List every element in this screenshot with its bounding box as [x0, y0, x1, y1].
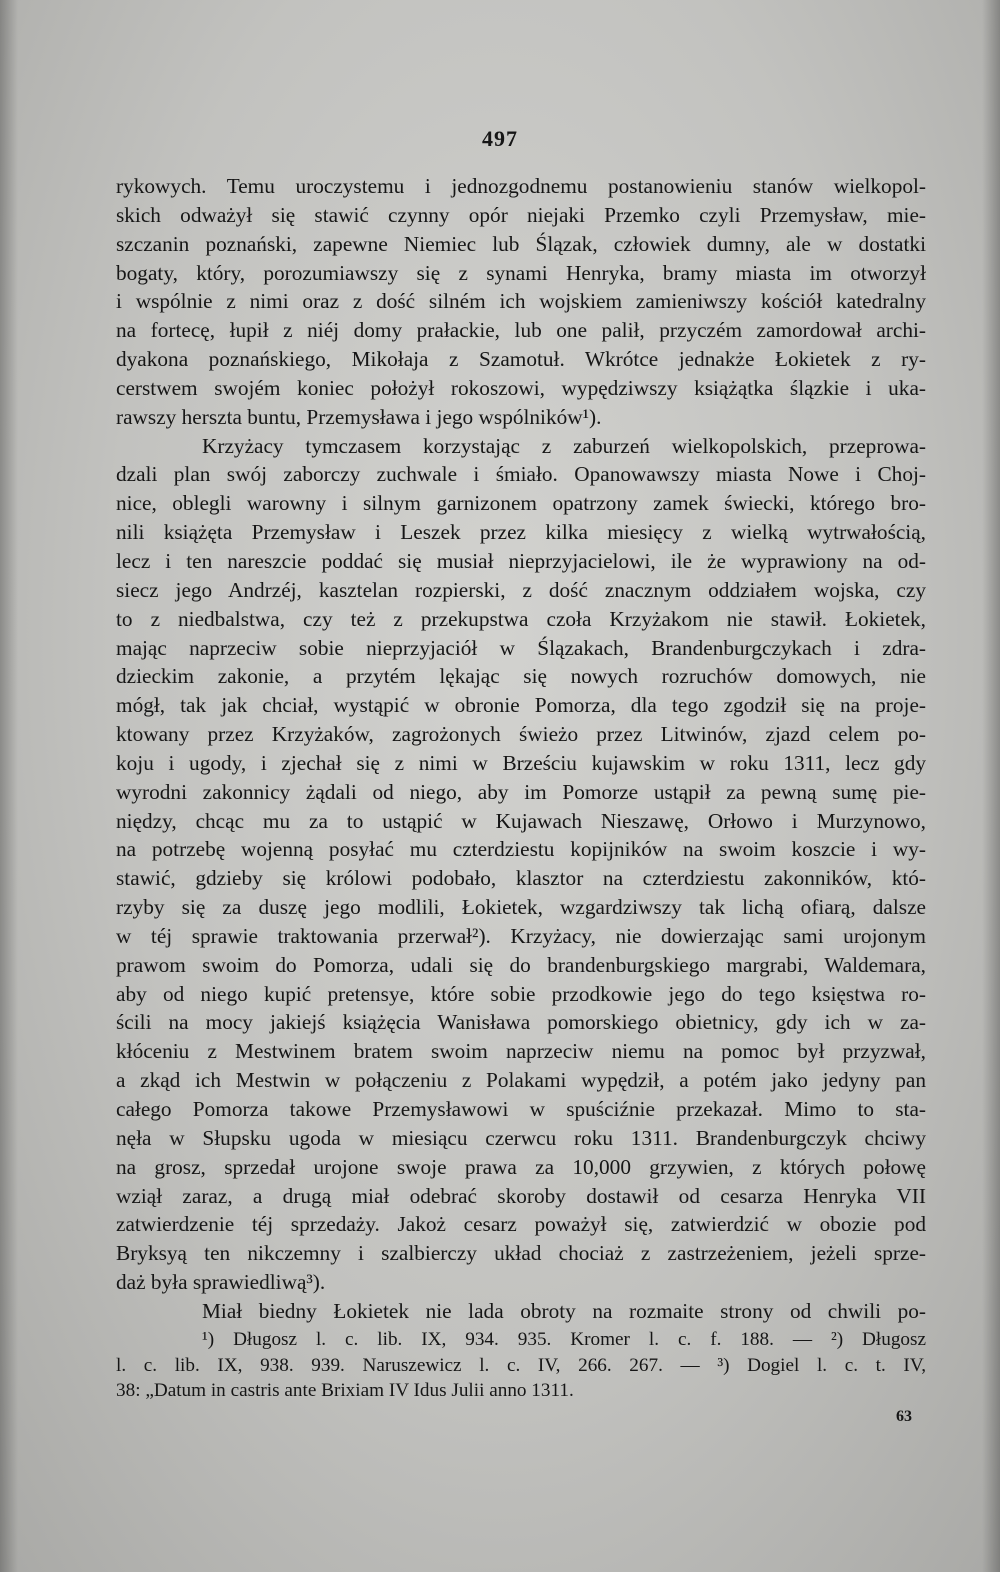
- text-line: rykowych. Temu uroczystemu i jednozgodnemu postanowieniu stanów wielkopol-: [116, 174, 926, 198]
- text-line: daż była sprawiedliwą³).: [116, 1270, 326, 1295]
- text-line: aby od niego kupić pretensye, które sobie przodkowie jego do tego księstwa ro-: [116, 981, 926, 1006]
- paragraph-first-line: Krzyżacy tymczasem korzystając z zaburzeń wielkopolskich, przeprowa-: [202, 433, 926, 458]
- text-line: a zkąd ich Mestwin w połączeniu z Polakami wypędził, a potém jako jedyny pan: [116, 1068, 926, 1093]
- text-line: dyakona poznańskiego, Mikołaja z Szamotuł. Wkrótce jednakże Łokietek z ry-: [116, 347, 926, 372]
- text-line: ścili na mocy jakiejś książęcia Wanisława pomorskiego obietnicy, gdy ich w za-: [116, 1010, 926, 1035]
- text-line: na fortecę, łupił z niéj domy prałackie, lub one palił, przyczém zamordował archi-: [116, 318, 926, 343]
- text-line: stawić, gdzieby się królowi podobało, klasztor na czterdziestu zakonników, któ-: [116, 866, 926, 891]
- footnotes: [116, 1327, 926, 1404]
- text-line: szczanin poznański, zapewne Niemiec lub Ślązak, człowiek dumny, ale w dostatki: [116, 231, 926, 256]
- text-line: siecz jego Andrzéj, kasztelan rozpierski, z dość znacznym oddziałem wojska, czy: [116, 577, 926, 602]
- text-line: całego Pomorza takowe Przemysławowi w spuściźnie przekazał. Mimo to sta-: [116, 1097, 926, 1121]
- page-edge-shadow-right: [982, 0, 1000, 1572]
- body-text: [116, 172, 926, 1326]
- text-line: Bryksyą ten nikczemny i szalbierczy układ chociaż z zastrzeżeniem, jeżeli sprze-: [116, 1241, 926, 1266]
- text-line: dzieckim zakonie, a przytém lękając się nowych rozruchów domowych, nie: [116, 664, 926, 689]
- footnote-line: l. c. lib. IX, 938. 939. Naruszewicz l. c. IV, 266. 267. — ³) Dogiel l. c. t. IV,: [116, 1354, 926, 1376]
- text-line: ktowany przez Krzyżaków, zagrożonych świeżo przez Litwinów, zjazd celem po-: [116, 722, 926, 747]
- text-line: lecz i ten nareszcie poddać się musiał nieprzyjacielowi, ile że wyprawiony na od-: [116, 548, 926, 573]
- text-line: dzali plan swój zaborczy zuchwale i śmiało. Opanowawszy miasta Nowe i Choj-: [116, 462, 926, 487]
- paragraph-first-line: Miał biedny Łokietek nie lada obroty na rozmaite strony od chwili po-: [202, 1298, 926, 1323]
- text-line: to z niedbalstwa, czy też z przekupstwa czoła Krzyżakom nie stawił. Łokietek,: [116, 606, 926, 631]
- text-line: kłóceniu z Mestwinem bratem swoim naprzeciw niemu na pomoc był przyzwał,: [116, 1039, 926, 1064]
- printer-signature-mark: 63: [896, 1408, 912, 1425]
- text-line: wyrodni zakonnicy żądali od niego, aby im Pomorze ustąpił za pewną sumę pie-: [116, 779, 926, 804]
- text-line: wziął zaraz, a drugą miał odebrać skoroby dostawił od cesarza Henryka VII: [116, 1183, 926, 1208]
- text-line: niędzy, chcąc mu za to ustąpić w Kujawach Nieszawę, Orłowo i Murzynowo,: [116, 808, 926, 833]
- text-line: i wspólnie z nimi oraz z dość silném ich wojskiem zamieniwszy kościół katedralny: [116, 289, 926, 314]
- page-edge-shadow-left: [0, 0, 18, 1572]
- footnote-line: ¹) Długosz l. c. lib. IX, 934. 935. Kromer l. c. f. 188. — ²) Długosz: [202, 1329, 926, 1350]
- text-line: nice, oblegli warowny i silnym garnizonem opatrzony zamek świecki, którego bro-: [116, 491, 926, 516]
- text-line: mając naprzeciw sobie nieprzyjaciół w Ślązakach, Brandenburgczykach i zdra-: [116, 635, 926, 660]
- page-number: 497: [482, 126, 518, 151]
- text-line: skich odważył się stawić czynny opór niejaki Przemko czyli Przemysław, mie-: [116, 202, 926, 227]
- text-line: na potrzebę wojenną posyłać mu czterdziestu kopijników na swoim koszcie i wy-: [116, 837, 926, 862]
- footnote-line: 38: „Datum in castris ante Brixiam IV Idus Julii anno 1311.: [116, 1380, 574, 1401]
- text-line: prawom swoim do Pomorza, udali się do brandenburgskiego margrabi, Waldemara,: [116, 952, 926, 977]
- text-line: zatwierdzenie téj sprzedaży. Jakoż cesarz poważył się, zatwierdzić w obozie pod: [116, 1212, 926, 1237]
- text-line: mógł, tak jak chciał, wystąpić w obronie Pomorza, dla tego zgodził się na proje-: [116, 693, 926, 718]
- text-line: w téj sprawie traktowania przerwał²). Krzyżacy, nie dowierzając sami urojonym: [116, 923, 926, 948]
- text-line: nili książęta Przemysław i Leszek przez kilka miesięcy z wielką wytrwałością,: [116, 520, 926, 545]
- text-line: bogaty, który, porozumiawszy się z synami Henryka, bramy miasta im otworzył: [116, 260, 926, 285]
- text-line: cerstwem swojém koniec położył rokoszowi, wypędziwszy książątka ślązkie i uka-: [116, 375, 926, 400]
- text-line: koju i ugody, i zjechał się z nimi w Brześciu kujawskim w roku 1311, lecz gdy: [116, 750, 926, 775]
- text-line: rzyby się za duszę jego modlili, Łokietek, wzgardziwszy tak lichą ofiarą, dalsze: [116, 895, 926, 920]
- text-line: rawszy herszta buntu, Przemysława i jego wspólników¹).: [116, 404, 602, 429]
- text-line: na grosz, sprzedał urojone swoje prawa za 10,000 grzywien, z których połowę: [116, 1154, 926, 1179]
- text-line: nęła w Słupsku ugoda w miesiącu czerwcu roku 1311. Brandenburgczyk chciwy: [116, 1125, 926, 1150]
